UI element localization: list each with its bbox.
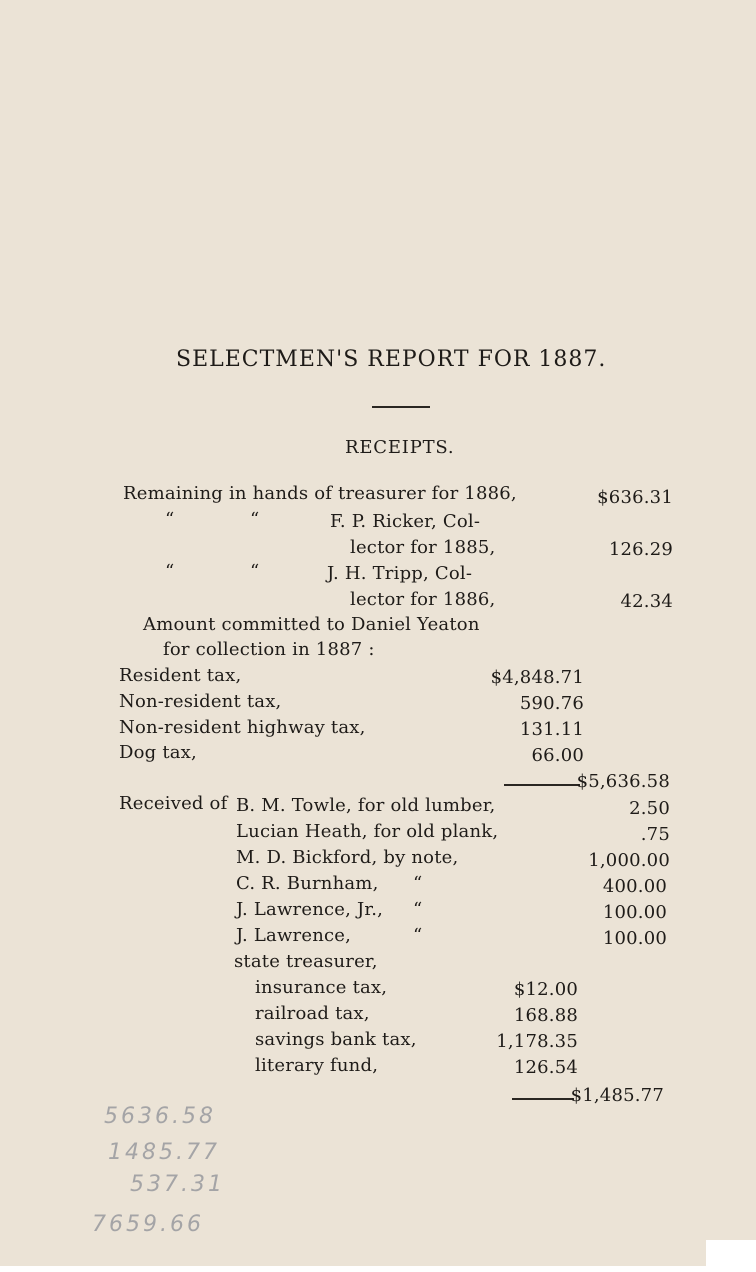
tax-amount: 131.11 bbox=[519, 719, 584, 740]
ditto-mark: “ bbox=[413, 899, 423, 920]
pencil-note: 537.31 bbox=[130, 1172, 225, 1197]
ditto-mark: “ bbox=[250, 509, 260, 530]
received-amount: 100.00 bbox=[602, 928, 667, 949]
received-label: Lucian Heath, for old plank, bbox=[236, 821, 499, 842]
received-label: J. Lawrence, Jr., bbox=[236, 899, 384, 920]
pencil-note: 1485.77 bbox=[108, 1140, 220, 1165]
received-amount: .75 bbox=[640, 824, 670, 845]
pencil-note: 5636.58 bbox=[104, 1104, 216, 1129]
received-label: B. M. Towle, for old lumber, bbox=[236, 795, 496, 816]
ricker-label: F. P. Ricker, Col- bbox=[330, 511, 481, 532]
ricker-amount: 126.29 bbox=[608, 539, 673, 560]
title-divider bbox=[372, 406, 430, 408]
tax-amount: 66.00 bbox=[531, 745, 584, 766]
committed-heading: Amount committed to Daniel Yeaton bbox=[143, 614, 480, 635]
state-treasurer-label: state treasurer, bbox=[234, 951, 378, 972]
state-total: $1,485.77 bbox=[570, 1085, 664, 1106]
committed-total: $5,636.58 bbox=[576, 771, 670, 792]
received-label: C. R. Burnham, bbox=[236, 873, 379, 894]
page-edge bbox=[0, 1266, 756, 1272]
ricker-label-cont: lector for 1885, bbox=[350, 537, 496, 558]
received-amount: 2.50 bbox=[629, 798, 670, 819]
ditto-mark: “ bbox=[165, 509, 175, 530]
tax-label: Dog tax, bbox=[119, 742, 197, 763]
state-item-label: railroad tax, bbox=[255, 1003, 370, 1024]
treasurer-label: Remaining in hands of treasurer for 1886, bbox=[123, 483, 517, 504]
tax-amount: 590.76 bbox=[519, 693, 584, 714]
state-item-label: insurance tax, bbox=[255, 977, 388, 998]
tax-label: Non-resident tax, bbox=[119, 691, 282, 712]
received-amount: 400.00 bbox=[602, 876, 667, 897]
tax-label: Non-resident highway tax, bbox=[119, 717, 366, 738]
state-item-amount: 168.88 bbox=[513, 1005, 578, 1026]
pencil-note: 7659.66 bbox=[92, 1212, 204, 1237]
state-item-amount: $12.00 bbox=[513, 979, 578, 1000]
ditto-mark: “ bbox=[413, 873, 423, 894]
tax-amount: $4,848.71 bbox=[490, 667, 584, 688]
subtotal-rule bbox=[504, 784, 580, 786]
state-item-amount: 126.54 bbox=[513, 1057, 578, 1078]
state-item-label: savings bank tax, bbox=[255, 1029, 417, 1050]
state-item-label: literary fund, bbox=[255, 1055, 379, 1076]
tripp-label-cont: lector for 1886, bbox=[350, 589, 496, 610]
committed-heading-cont: for collection in 1887 : bbox=[163, 639, 375, 660]
section-heading: RECEIPTS. bbox=[345, 437, 455, 458]
received-amount: 100.00 bbox=[602, 902, 667, 923]
subtotal-rule bbox=[512, 1098, 574, 1100]
tripp-amount: 42.34 bbox=[620, 591, 673, 612]
treasurer-amount: $636.31 bbox=[597, 487, 673, 508]
received-prefix: Received of bbox=[119, 793, 228, 814]
report-title: SELECTMEN'S REPORT FOR 1887. bbox=[176, 347, 607, 372]
ditto-mark: “ bbox=[413, 925, 423, 946]
state-item-amount: 1,178.35 bbox=[496, 1031, 578, 1052]
received-label: M. D. Bickford, by note, bbox=[236, 847, 459, 868]
received-label: J. Lawrence, bbox=[236, 925, 352, 946]
ditto-mark: “ bbox=[250, 561, 260, 582]
tripp-label: J. H. Tripp, Col- bbox=[327, 563, 473, 584]
received-amount: 1,000.00 bbox=[588, 850, 670, 871]
ditto-mark: “ bbox=[165, 561, 175, 582]
tax-label: Resident tax, bbox=[119, 665, 242, 686]
